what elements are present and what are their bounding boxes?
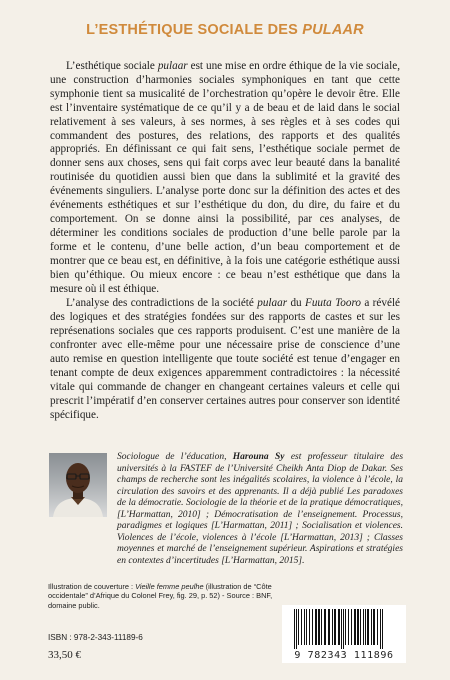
barcode-bar bbox=[367, 609, 369, 645]
book-title bbox=[0, 22, 450, 38]
barcode-bar bbox=[380, 609, 381, 649]
title-italic: PULAAR bbox=[302, 22, 364, 38]
barcode-bar bbox=[318, 609, 320, 645]
title-main: L’ESTHÉTIQUE SOCIALE DES bbox=[86, 22, 303, 38]
barcode-icon bbox=[292, 609, 396, 649]
barcode-bar bbox=[324, 609, 326, 645]
barcode-bar bbox=[328, 609, 330, 645]
barcode-bar bbox=[332, 609, 333, 645]
barcode-bar bbox=[382, 609, 383, 649]
barcode-bar bbox=[371, 609, 372, 645]
barcode-bar bbox=[298, 609, 299, 645]
barcode-digits: 9 782343 111896 bbox=[294, 650, 394, 661]
barcode-bar bbox=[334, 609, 336, 645]
barcode-bar bbox=[343, 609, 344, 649]
summary-paragraph-1-run-0: L’esthétique sociale bbox=[66, 60, 158, 72]
summary-paragraph-2 bbox=[50, 297, 400, 422]
barcode-bar bbox=[357, 609, 359, 645]
summary-paragraph-2-run-1: pulaar bbox=[257, 297, 288, 310]
credit-prefix: Illustration de couverture : bbox=[48, 582, 136, 591]
summary-text bbox=[50, 60, 400, 423]
author-bio-text: est professeur titulaire des universités à la FASTEF de l’Université Cheikh Anta Diop de Dakar. Ses champs de recherche sont les inégalités scolaires, la violence à l’école, la circulation des savoirs et des apprenants. Il a déjà publié bbox=[117, 452, 404, 497]
author-bio bbox=[117, 452, 403, 567]
summary-paragraph-1 bbox=[50, 60, 400, 296]
barcode-bar bbox=[354, 609, 356, 645]
barcode-bar bbox=[338, 609, 340, 645]
summary-paragraph-2-run-4: a révélé des logiques et des stratégies fondées sur des rapports de castes et sur les représenations sociales que ces rapports produisent. C’est une manière de la confronter avec elle-même pour une nécessaire prise de conscience d’une auto remise en question intelligente que toute société est tenue d’engager en tenant compte de deux exigences apparemment contradictoires : la nécessité vitale qui commande de changer en changeant certaines valeurs et celle qui prescrit l’impératif d’en conserver certaines autres pour conserver son identité spécifique. bbox=[50, 297, 401, 421]
barcode-bar bbox=[294, 609, 295, 649]
summary-paragraph-2-run-2: du bbox=[287, 297, 305, 310]
barcode-bar bbox=[312, 609, 313, 645]
barcode-bar bbox=[360, 609, 361, 645]
author-photo bbox=[49, 453, 107, 517]
barcode-bar bbox=[296, 609, 297, 649]
isbn: ISBN : 978-2-343-11189-6 bbox=[48, 633, 143, 642]
summary-paragraph-1-run-1: pulaar bbox=[157, 60, 188, 72]
barcode-bar bbox=[315, 609, 317, 645]
credit-rest: (illustration de “Côte occidentale” d’Afrique du Colonel Frey, fig. 29, p. 52) - Source : BNF, domaine public. bbox=[48, 582, 273, 610]
summary-paragraph-1-run-2: est une mise en ordre éthique de la vie sociale, une construction d’harmonies sociales symphoniques en tant que cette symphonie tient sa musicalité de l’orchestration qu’opère le devoir être. Elle est l’inventaire systématique de ce qu’il y a de beau et de laid dans le social relativement à ses valeurs, à ses normes, à ses règles et à ses codes qui commandent des postures, des relations, des rapports et des qualités appropriés. En définissant ce qui fait sens, l’esthétique sociale permet de donner sens aux choses, sens qui fait corps avec leur beauté dans la banalité routinisée du quotidien aussi bien que dans la sublimité et la gravité des événements singuliers. L’analyse porte donc sur la définition des actes et des événements esthétiques et sur l’esthétique du don, du dire, du faire et du comportement. On se donne ainsi la possibilité, par ces analyses, de déterminer les conditions sociales de production d’une belle parole par la forme et le contenu, d’une belle action, d’un beau comportement et de montrer que ce beau est, en définitive, à la fois une catégorie esthétique aussi bien qu’éthique. Ou mieux encore : ce beau n’est esthétique que dans la mesure où il est éthique. bbox=[50, 60, 400, 295]
author-publications: Les paradoxes de la démocratie. Sociologie de la théorie et de la pratique démocratiques, [L’Harmattan, 2010] ; Démocratisation de l’enseignement. Processus, paradigmes et logiques [L’Harmattan, 2011] ; Socialisation et violences. Violences de l’école, violences à l’école [L’Harmattan, 2013] ; Classes moyennes et marché de l’enseignement supérieur. Aspirations et stratégies en contextes d’incertitudes [L’Harmattan, 2015]. bbox=[117, 486, 403, 566]
price: 33,50 € bbox=[48, 649, 81, 661]
author-bio-intro: Sociologue de l’éducation, bbox=[117, 452, 233, 462]
barcode-bar bbox=[373, 609, 375, 645]
author-portrait-icon bbox=[49, 453, 107, 517]
barcode-bar bbox=[321, 609, 322, 645]
cover-credit bbox=[48, 582, 300, 610]
barcode bbox=[282, 605, 406, 663]
barcode-bar bbox=[309, 609, 310, 645]
credit-work: Vieille femme peulhe bbox=[135, 582, 204, 591]
barcode-bar bbox=[377, 609, 378, 645]
summary-paragraph-2-run-0: L’analyse des contradictions de la société bbox=[66, 297, 258, 310]
author-name: Harouna Sy bbox=[232, 452, 285, 462]
barcode-bar bbox=[363, 609, 364, 645]
barcode-bar bbox=[301, 609, 302, 645]
summary-paragraph-2-run-3: Fuuta Tooro bbox=[305, 297, 361, 310]
barcode-bar bbox=[306, 609, 307, 645]
barcode-bar bbox=[304, 609, 305, 645]
barcode-bar bbox=[351, 609, 352, 645]
barcode-bar bbox=[348, 609, 349, 645]
barcode-bar bbox=[341, 609, 342, 649]
barcode-bar bbox=[345, 609, 346, 645]
barcode-bar bbox=[365, 609, 366, 645]
